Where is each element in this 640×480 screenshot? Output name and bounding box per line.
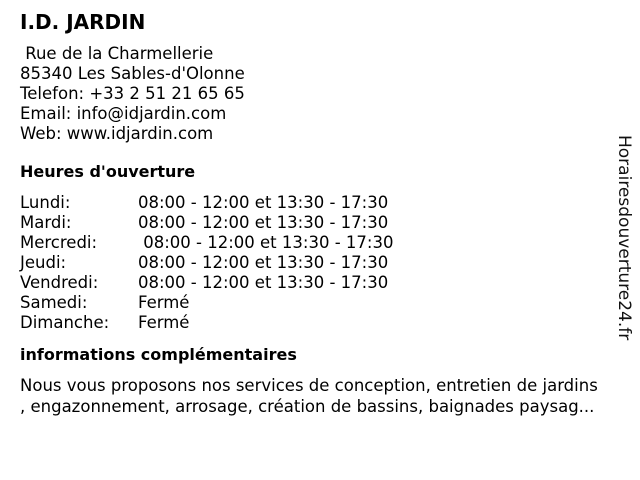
business-card xyxy=(20,10,620,417)
time-value: 08:00 - 12:00 et 13:30 - 17:30 xyxy=(138,253,389,272)
hours-heading: Heures d'ouverture xyxy=(20,162,196,181)
time-value: Fermé xyxy=(138,293,190,312)
email-address[interactable]: Email: info@idjardin.com xyxy=(20,104,227,123)
hours-row-monday xyxy=(20,193,620,213)
day-label: Mercredi: xyxy=(20,233,98,252)
day-label: Lundi: xyxy=(20,193,71,212)
site-watermark: Horairesdouverture24.fr xyxy=(614,135,634,341)
hours-row-tuesday xyxy=(20,213,620,233)
time-value: 08:00 - 12:00 et 13:30 - 17:30 xyxy=(138,233,394,252)
contact-block xyxy=(20,44,620,144)
hours-row-saturday xyxy=(20,293,620,313)
address-street: Rue de la Charmellerie xyxy=(20,44,214,63)
hours-row-friday xyxy=(20,273,620,293)
info-description xyxy=(20,375,630,417)
time-value: 08:00 - 12:00 et 13:30 - 17:30 xyxy=(138,213,389,232)
address-city: 85340 Les Sables-d'Olonne xyxy=(20,64,245,83)
hours-row-thursday xyxy=(20,253,620,273)
info-text-line-2: , engazonnement, arrosage, création de bassins, baignades paysag... xyxy=(20,397,595,416)
hours-row-sunday xyxy=(20,313,620,333)
business-name: I.D. JARDIN xyxy=(20,10,146,34)
info-heading: informations complémentaires xyxy=(20,345,297,364)
day-label: Mardi: xyxy=(20,213,72,232)
time-value: 08:00 - 12:00 et 13:30 - 17:30 xyxy=(138,193,389,212)
phone-number[interactable]: Telefon: +33 2 51 21 65 65 xyxy=(20,84,245,103)
time-value: 08:00 - 12:00 et 13:30 - 17:30 xyxy=(138,273,389,292)
hours-row-wednesday xyxy=(20,233,620,253)
day-label: Dimanche: xyxy=(20,313,110,332)
day-label: Jeudi: xyxy=(20,253,67,272)
day-label: Vendredi: xyxy=(20,273,99,292)
day-label: Samedi: xyxy=(20,293,88,312)
time-value: Fermé xyxy=(138,313,190,332)
info-text-line-1: Nous vous proposons nos services de conception, entretien de jardins xyxy=(20,376,598,395)
website-link[interactable]: Web: www.idjardin.com xyxy=(20,124,214,143)
opening-hours-table xyxy=(20,193,620,333)
